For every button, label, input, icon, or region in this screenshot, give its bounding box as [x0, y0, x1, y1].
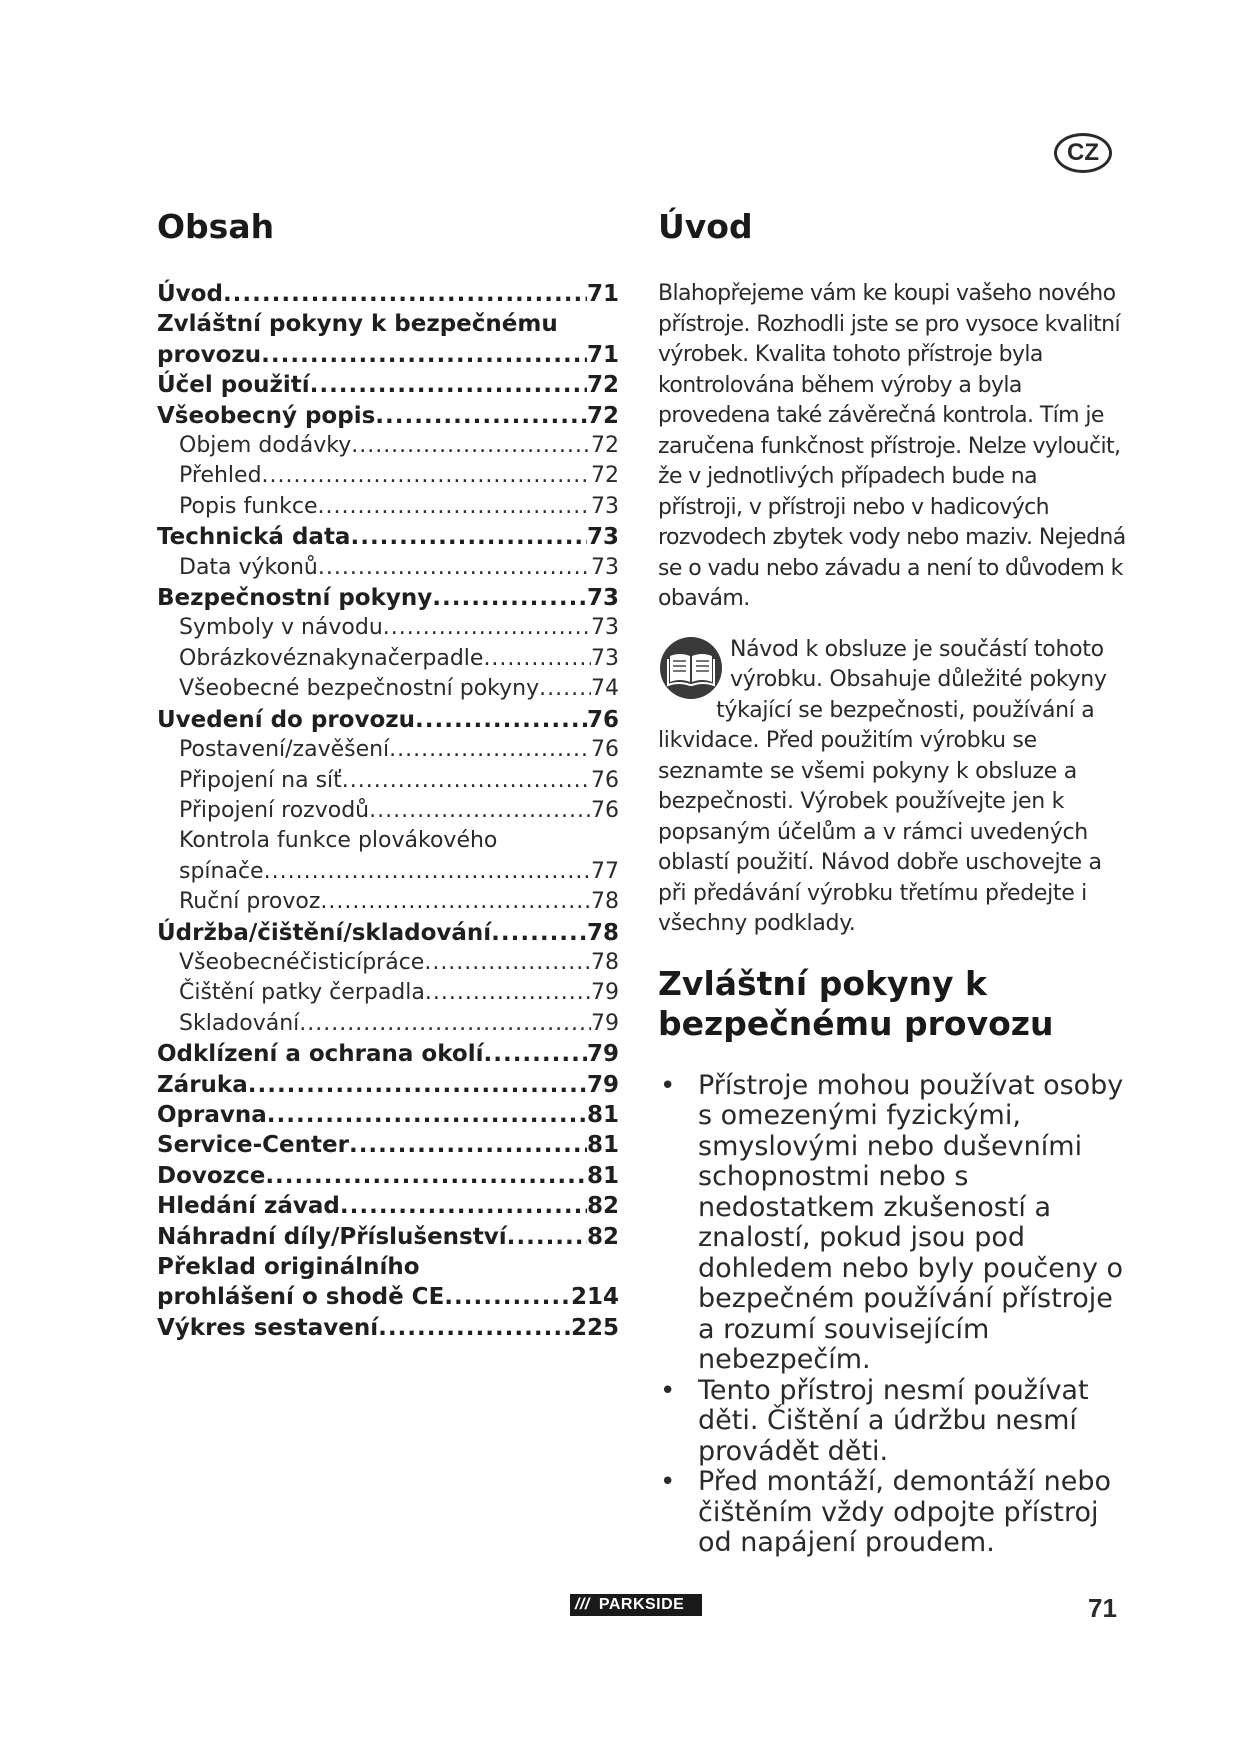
- toc-dot-leader: [415, 705, 587, 735]
- toc-entry-page: 73: [591, 493, 619, 519]
- toc-entry-page: 81: [586, 1162, 619, 1189]
- list-item: • Tento přístroj nesmí používat děti. Čištění a údržbu nesmí provádět děti.: [658, 1376, 1126, 1468]
- toc-entry-label: Výkres sestavení: [157, 1314, 379, 1341]
- toc-entry: [157, 948, 619, 978]
- toc-entry: [157, 978, 619, 1008]
- toc-entry-page: 73: [591, 645, 619, 671]
- toc-entry-label: Čištění patky čerpadla: [179, 980, 425, 1006]
- toc-entry-label: Skladování: [179, 1010, 300, 1036]
- toc-dot-leader: [264, 857, 591, 887]
- toc-entry-label: prohlášení o shodě CE: [157, 1284, 445, 1311]
- toc-dot-leader: [349, 1130, 587, 1160]
- toc-dot-leader: [491, 918, 587, 948]
- toc-entry-label: provozu: [157, 341, 262, 368]
- toc-entry-page: 73: [591, 554, 619, 580]
- toc-entry: [157, 1161, 619, 1191]
- toc-entry-page: 79: [591, 1010, 619, 1036]
- toc-entry-page: 79: [586, 1041, 619, 1068]
- toc-entry: [157, 583, 619, 613]
- toc-entry-page: 78: [591, 949, 619, 975]
- intro-title: Úvod: [658, 207, 753, 246]
- toc-entry-page: 81: [586, 1132, 619, 1159]
- toc-entry-page: 72: [586, 402, 619, 429]
- toc-dot-leader: [248, 1070, 587, 1100]
- book-icon: [658, 635, 724, 701]
- toc-entry: [157, 431, 619, 461]
- toc-entry-label: Všeobecný popis: [157, 402, 376, 429]
- toc-entry-page: 73: [586, 585, 619, 612]
- table-of-contents: [157, 204, 619, 1343]
- toc-list: [157, 279, 619, 1343]
- parkside-logo: [570, 1594, 702, 1616]
- toc-entry-page: 72: [586, 372, 619, 399]
- toc-entry-label: Technická data: [157, 524, 351, 551]
- toc-dot-leader: [350, 522, 587, 552]
- toc-entry-label: Odklízení a ochrana okolí: [157, 1041, 484, 1068]
- toc-entry: [157, 461, 619, 491]
- toc-entry-label: Dovozce: [157, 1162, 266, 1189]
- toc-entry: [157, 522, 619, 552]
- toc-entry-label: Připojení na síť: [179, 767, 342, 793]
- toc-entry-label: Service-Center: [157, 1132, 349, 1159]
- toc-entry-label: Opravna: [157, 1101, 267, 1128]
- toc-entry-page: 76: [591, 797, 619, 823]
- toc-entry-page: 76: [586, 706, 619, 733]
- toc-entry: [157, 370, 619, 400]
- toc-dot-leader: [375, 401, 587, 431]
- toc-entry-page: 76: [591, 767, 619, 793]
- toc-dot-leader: [425, 978, 591, 1008]
- toc-entry: [157, 1313, 619, 1343]
- toc-entry-page: 71: [586, 281, 619, 307]
- toc-dot-leader: [262, 461, 591, 491]
- toc-dot-leader: [299, 1009, 591, 1039]
- toc-entry-page: 214: [570, 1284, 619, 1311]
- toc-dot-leader: [483, 644, 591, 674]
- toc-entry-page: 78: [586, 919, 619, 946]
- list-item: • Přístroje mohou používat osoby s omezenými fyzickými, smyslovými nebo duševními schopnostmi nebo s nedostatkem zkušeností a znalostí, pokud jsou pod dohledem nebo byly poučeny o bezpečném používání přístroje a rozumí souvisejícím nebezpečím.: [658, 1071, 1126, 1376]
- page-number: 71: [1088, 1593, 1117, 1623]
- toc-entry-page: 82: [586, 1193, 619, 1220]
- toc-entry-page: 79: [591, 980, 619, 1006]
- toc-dot-leader: [483, 1039, 587, 1069]
- toc-dot-leader: [261, 340, 587, 370]
- intro-paragraph: Blahopřejeme vám ke koupi vašeho nového přístroje. Rozhodli jste se pro vysoce kvalitní výrobek. Kvalita tohoto přístroje byla kontrolována během výroby a byla provedena také závěrečná kontrola. Tím je zaručena funkčnost přístroje. Nelze vyloučit, že v jednotlivých případech bude na přístroji, v přístroji nebo v hadicových rozvodech zbytek vody nebo maziv. Nejedná se o vadu nebo závadu a není to důvodem k obavám.: [658, 281, 1126, 611]
- toc-dot-leader: [342, 766, 591, 796]
- toc-entry-label: Bezpečnostní pokyny: [157, 585, 433, 612]
- toc-entry-label: Hledání závad: [157, 1193, 340, 1220]
- toc-dot-leader: [340, 1191, 587, 1221]
- toc-dot-leader: [351, 431, 591, 461]
- toc-entry: [157, 1009, 619, 1039]
- toc-entry-page: 82: [586, 1223, 619, 1250]
- toc-entry-page: 78: [591, 889, 619, 915]
- toc-entry: Kontrola funkce plovákového: [179, 828, 498, 854]
- manual-note-text: Návod k obsluze je součástí tohoto výrobku. Obsahuje důležité pokyny týkající se bezpečnosti, používání a likvidace. Před použitím výrobku se seznamte se všemi pokyny k obsluze a bezpečnosti. Výrobek používejte jen k popsaným účelům a v rámci uvedených oblastí použití. Návod dobře uschovejte a při předávání výrobku třetímu předejte i všechny podklady.: [658, 636, 1107, 936]
- toc-entry-label: Náhradní díly/Příslušenství: [157, 1223, 507, 1250]
- toc-entry: [157, 735, 619, 765]
- toc-dot-leader: [267, 1100, 587, 1130]
- toc-entry: [157, 857, 619, 887]
- toc-entry-label: Postavení/zavěšení: [179, 737, 390, 763]
- toc-entry-label: Všeobecné bezpečnostní pokyny: [179, 676, 540, 702]
- toc-entry: [157, 918, 619, 948]
- country-code-badge: CZ: [1054, 133, 1112, 173]
- toc-entry-page: 81: [586, 1101, 619, 1128]
- toc-entry-label: Připojení rozvodů: [179, 797, 370, 823]
- toc-dot-leader: [424, 948, 591, 978]
- toc-dot-leader: [539, 674, 591, 704]
- toc-entry: [157, 1130, 619, 1160]
- brand-name: PARKSIDE: [598, 1596, 685, 1613]
- toc-entry: [157, 887, 619, 917]
- toc-entry: [157, 1039, 619, 1069]
- toc-entry-label: spínače: [179, 858, 264, 884]
- toc-entry-label: Popis funkce: [179, 493, 318, 519]
- toc-entry-label: Ruční provoz: [179, 889, 321, 915]
- toc-dot-leader: [507, 1222, 587, 1252]
- toc-entry-label: Účel použití: [157, 372, 310, 399]
- toc-dot-leader: [223, 279, 587, 309]
- toc-entry: [157, 644, 619, 674]
- manual-note: [658, 635, 1126, 940]
- toc-entry-label: Uvedení do provozu: [157, 706, 416, 733]
- toc-dot-leader: [318, 553, 591, 583]
- toc-entry-page: 73: [586, 524, 619, 551]
- list-item: • Před montáží, demontáží nebo čištěním vždy odpojte přístroj od napájení proudem.: [658, 1467, 1126, 1559]
- toc-entry-page: 74: [591, 676, 619, 702]
- toc-entry-label: Všeobecnéčisticípráce: [179, 949, 425, 975]
- toc-entry: [157, 492, 619, 522]
- toc-entry-label: Úvod: [157, 281, 223, 307]
- safety-bullet-list: [658, 1071, 1126, 1559]
- toc-dot-leader: [317, 492, 591, 522]
- toc-entry: [157, 553, 619, 583]
- toc-entry-label: Objem dodávky: [179, 433, 352, 459]
- toc-entry: [157, 766, 619, 796]
- toc-entry-label: Obrázkovéznakynačerpadle: [179, 645, 484, 671]
- toc-entry: [157, 1100, 619, 1130]
- toc-entry-page: 225: [570, 1314, 619, 1341]
- content-column: [658, 204, 1126, 1559]
- toc-entry-page: 76: [591, 737, 619, 763]
- toc-entry-page: 77: [591, 858, 619, 884]
- toc-entry: Překlad originálního: [157, 1254, 420, 1280]
- toc-entry-page: 72: [591, 463, 619, 489]
- toc-entry-label: Přehled: [179, 463, 262, 489]
- toc-entry: [157, 1191, 619, 1221]
- toc-dot-leader: [444, 1282, 571, 1312]
- toc-entry: [157, 1222, 619, 1252]
- toc-entry: [157, 674, 619, 704]
- brand-mark: ///: [575, 1596, 590, 1613]
- toc-entry-label: Data výkonů: [179, 554, 318, 580]
- toc-entry: [157, 613, 619, 643]
- toc-entry-page: 72: [591, 433, 619, 459]
- toc-dot-leader: [383, 613, 591, 643]
- toc-entry: [157, 705, 619, 735]
- toc-title: Obsah: [157, 207, 275, 246]
- toc-dot-leader: [389, 735, 591, 765]
- toc-entry: [157, 1070, 619, 1100]
- toc-entry-label: Údržba/čištění/skladování: [157, 919, 492, 946]
- toc-entry: [157, 279, 619, 309]
- safety-title: Zvláštní pokyny k bezpečnému provozu: [658, 963, 1054, 1043]
- toc-dot-leader: [378, 1313, 571, 1343]
- toc-entry: Zvláštní pokyny k bezpečnému: [157, 311, 558, 338]
- toc-entry-page: 73: [591, 615, 619, 641]
- toc-dot-leader: [369, 796, 591, 826]
- toc-entry: [157, 340, 619, 370]
- toc-entry: [157, 796, 619, 826]
- toc-dot-leader: [310, 370, 587, 400]
- toc-dot-leader: [432, 583, 587, 613]
- toc-dot-leader: [265, 1161, 587, 1191]
- toc-entry: [157, 1282, 619, 1312]
- toc-entry-page: 79: [586, 1071, 619, 1098]
- toc-entry: [157, 401, 619, 431]
- toc-entry-label: Symboly v návodu: [179, 615, 383, 641]
- toc-entry-label: Záruka: [157, 1071, 248, 1098]
- toc-dot-leader: [320, 887, 591, 917]
- toc-entry-page: 71: [586, 341, 619, 368]
